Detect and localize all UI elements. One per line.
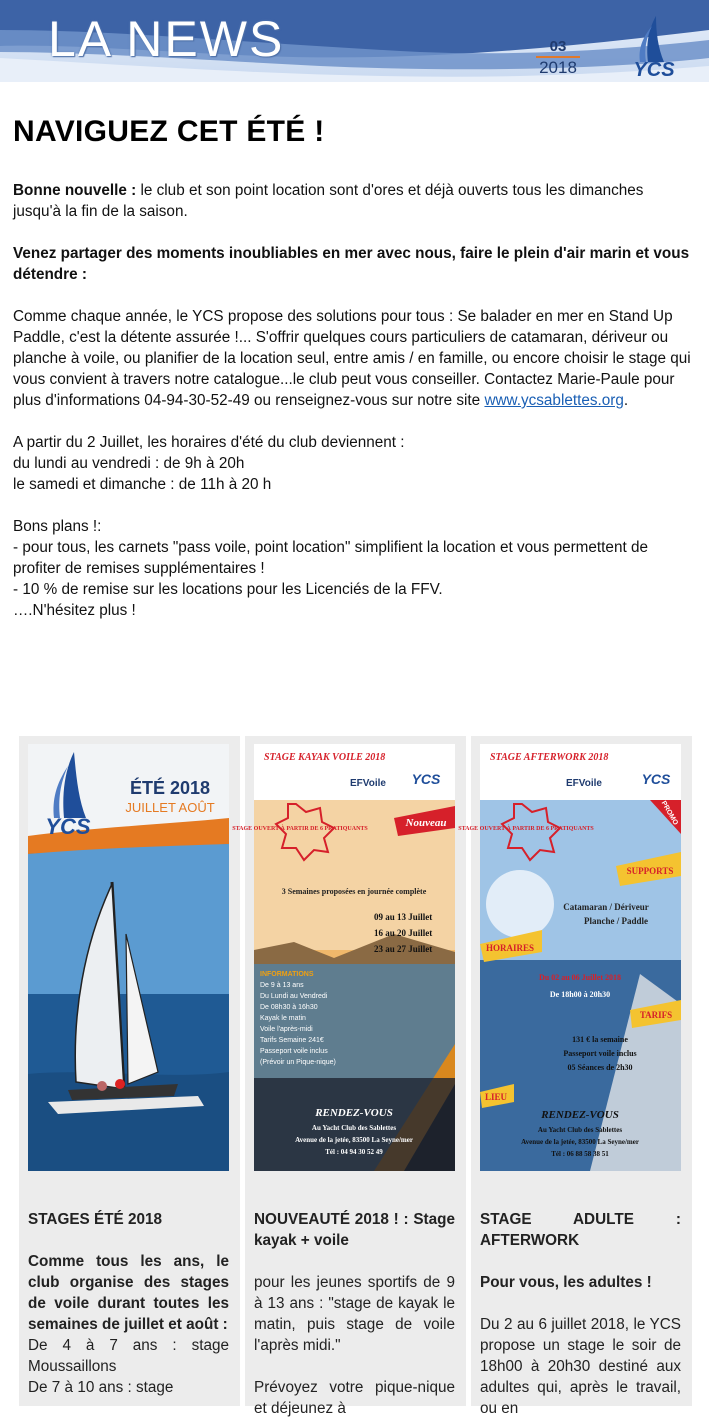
paragraph-invite: Venez partager des moments inoubliables en mer avec nous, faire le plein d'air marin et vous détendre : [13,245,690,283]
poster-stage-afterwork[interactable] [458,744,681,1171]
svg-text:23 au 27 Juillet: 23 au 27 Juillet [374,944,433,954]
column-paragraph: Du 2 au 6 juillet 2018, le YCS propose un stage le soir de 18h00 à 20h30 destiné aux adultes qui, après le travail, ou en [480,1316,681,1417]
header-title: LA NEWS [48,11,285,67]
svg-text:131 € la semaine: 131 € la semaine [572,1035,628,1044]
column-text [480,1209,681,1419]
column-text [28,1209,229,1398]
svg-text:09 au 13 Juillet: 09 au 13 Juillet [374,912,433,922]
issue-badge [536,38,580,78]
column-title: STAGE ADULTE : AFTERWORK [480,1211,681,1249]
column-title: NOUVEAUTÉ 2018 ! : Stage kayak + voile [254,1211,455,1249]
column-lead: Pour vous, les adultes ! [480,1274,652,1291]
svg-text:Du Lundi au Vendredi: Du Lundi au Vendredi [260,993,328,1000]
svg-text:YCS: YCS [641,771,671,787]
column-kayak-voile [232,736,466,1417]
website-link[interactable]: www.ycsablettes.org [484,392,624,409]
column-paragraph: Prévoyez votre pique-nique et déjeunez à [254,1379,455,1417]
svg-text:EFVoile: EFVoile [350,778,386,789]
svg-text:05 Séances de 2h30: 05 Séances de 2h30 [567,1063,633,1072]
svg-text:Passeport voile inclus: Passeport voile inclus [563,1049,637,1058]
svg-text:Voile l'après-midi: Voile l'après-midi [260,1026,313,1033]
svg-text:Nouveau: Nouveau [405,817,447,829]
tip-ffv: - 10 % de remise sur les locations pour les Licenciés de la FFV. [13,581,443,598]
offers-text: Comme chaque année, le YCS propose des solutions pour tous : Se balader en mer en Stand Up Paddle, c'est la détente assurée !... S'offrir quelques cours particuliers de catamaran, dériveur ou planche à voile, ou planifier de la location seul, entre amis / en famille, ou encore choisir le stage qui vous convient à travers notre catalogue...le club peut vous conseiller. Contactez Marie-Paule pour plus d'informations 04-94-30-52-49 ou renseignez-vous sur notre site [13,308,691,409]
svg-text:PROMO: PROMO [659,800,679,827]
column-lead: Comme tous les ans, le club organise des stages de voile durant toutes les semaines de juillet et août : [28,1253,229,1333]
svg-text:ÉTÉ 2018: ÉTÉ 2018 [129,778,211,798]
column-stages-ete [19,736,240,1406]
poster-stage-kayak-voile[interactable] [232,744,455,1171]
poster-ete-2018[interactable] [28,744,229,1171]
tips-title: Bons plans !: [13,518,102,535]
svg-text:STAGE OUVERT À PARTIR DE 6 PRA: STAGE OUVERT À PARTIR DE 6 PRATIQUANTS [232,826,368,832]
intro-bold: Bonne nouvelle : [13,182,137,199]
svg-text:HORAIRES: HORAIRES [485,943,535,953]
column-paragraph: pour les jeunes sportifs de 9 à 13 ans : "stage de kayak le matin, puis stage de voile l'après midi." [254,1274,455,1354]
column-text [254,1209,455,1419]
svg-text:De 08h30 à 16h30: De 08h30 à 16h30 [260,1004,318,1011]
svg-text:3 Semaines proposées en journé: 3 Semaines proposées en journée complète [281,887,427,896]
column-afterwork [458,736,692,1417]
svg-text:(Prévoir un Pique-nique): (Prévoir un Pique-nique) [260,1059,336,1066]
svg-text:Catamaran / Dériveur: Catamaran / Dériveur [563,902,649,912]
svg-text:YCS: YCS [411,771,441,787]
svg-text:STAGE KAYAK VOILE 2018: STAGE KAYAK VOILE 2018 [264,752,386,763]
intro-text: le club et son point location sont d'ores et déjà ouverts tous les dimanches jusqu'à la fin de la saison. [13,182,644,220]
svg-text:Au Yacht Club des Sablettes: Au Yacht Club des Sablettes [311,1124,397,1132]
ycs-logo [618,12,690,81]
svg-text:RENDEZ-VOUS: RENDEZ-VOUS [315,1107,393,1119]
svg-text:Avenue de la jetée, 83500 La S: Avenue de la jetée, 83500 La Seyne/mer [521,1138,639,1146]
svg-text:Du 02 au 06 Juillet 2018: Du 02 au 06 Juillet 2018 [538,973,622,982]
svg-text:Tél : 06 88 58 38 51: Tél : 06 88 58 38 51 [551,1150,609,1158]
offers-end: . [623,392,629,409]
tips-end: ….N'hésitez plus ! [13,602,136,619]
svg-text:LIEU: LIEU [484,1092,508,1102]
article-body [13,112,693,621]
article-headline: NAVIGUEZ CET ÉTÉ ! [13,115,325,148]
svg-text:Planche / Paddle: Planche / Paddle [583,916,649,926]
svg-text:STAGE OUVERT À PARTIR DE 6 PRA: STAGE OUVERT À PARTIR DE 6 PRATIQUANTS [458,826,594,832]
svg-text:Avenue de la jetée, 83500 La S: Avenue de la jetée, 83500 La Seyne/mer [295,1136,413,1144]
svg-text:Au Yacht Club des Sablettes: Au Yacht Club des Sablettes [537,1126,623,1134]
svg-text:RENDEZ-VOUS: RENDEZ-VOUS [541,1109,619,1121]
svg-text:Kayak le matin: Kayak le matin [260,1015,306,1022]
svg-text:YCS: YCS [633,59,675,81]
svg-text:YCS: YCS [45,814,91,839]
svg-text:De 9 à 13 ans: De 9 à 13 ans [260,982,304,989]
svg-text:JUILLET AOÛT: JUILLET AOÛT [125,800,215,815]
paragraph-offers [13,306,693,411]
column-title: STAGES ÉTÉ 2018 [28,1211,163,1228]
column-line: De 4 à 7 ans : stage Moussaillons [28,1337,229,1375]
svg-text:INFORMATIONS: INFORMATIONS [260,971,314,978]
svg-text:Passeport voile inclus: Passeport voile inclus [260,1048,328,1055]
svg-text:Tél : 04 94 30 52 49: Tél : 04 94 30 52 49 [325,1148,383,1156]
tip-pass: - pour tous, les carnets "pass voile, point location" simplifient la location et vous permettent de profiter de remises supplémentaires ! [13,539,648,577]
newsletter-header [0,0,709,82]
svg-text:STAGE AFTERWORK 2018: STAGE AFTERWORK 2018 [490,752,609,763]
svg-text:TARIFS: TARIFS [639,1010,673,1020]
svg-text:EFVoile: EFVoile [566,778,602,789]
stages-columns [19,736,691,1417]
hours-weekdays: du lundi au vendredi : de 9h à 20h [13,455,245,472]
issue-year: 2018 [539,58,577,77]
hours-intro: A partir du 2 Juillet, les horaires d'été du club deviennent : [13,434,405,451]
svg-text:SUPPORTS: SUPPORTS [626,866,674,876]
issue-number: 03 [536,38,580,58]
svg-text:16 au 20 Juillet: 16 au 20 Juillet [374,928,433,938]
svg-text:Tarifs Semaine 241€: Tarifs Semaine 241€ [260,1037,324,1044]
paragraph-intro [13,180,693,222]
hours-weekend: le samedi et dimanche : de 11h à 20 h [13,476,272,493]
svg-text:De 18h00 à 20h30: De 18h00 à 20h30 [549,990,611,999]
column-line: De 7 à 10 ans : stage [28,1379,174,1396]
